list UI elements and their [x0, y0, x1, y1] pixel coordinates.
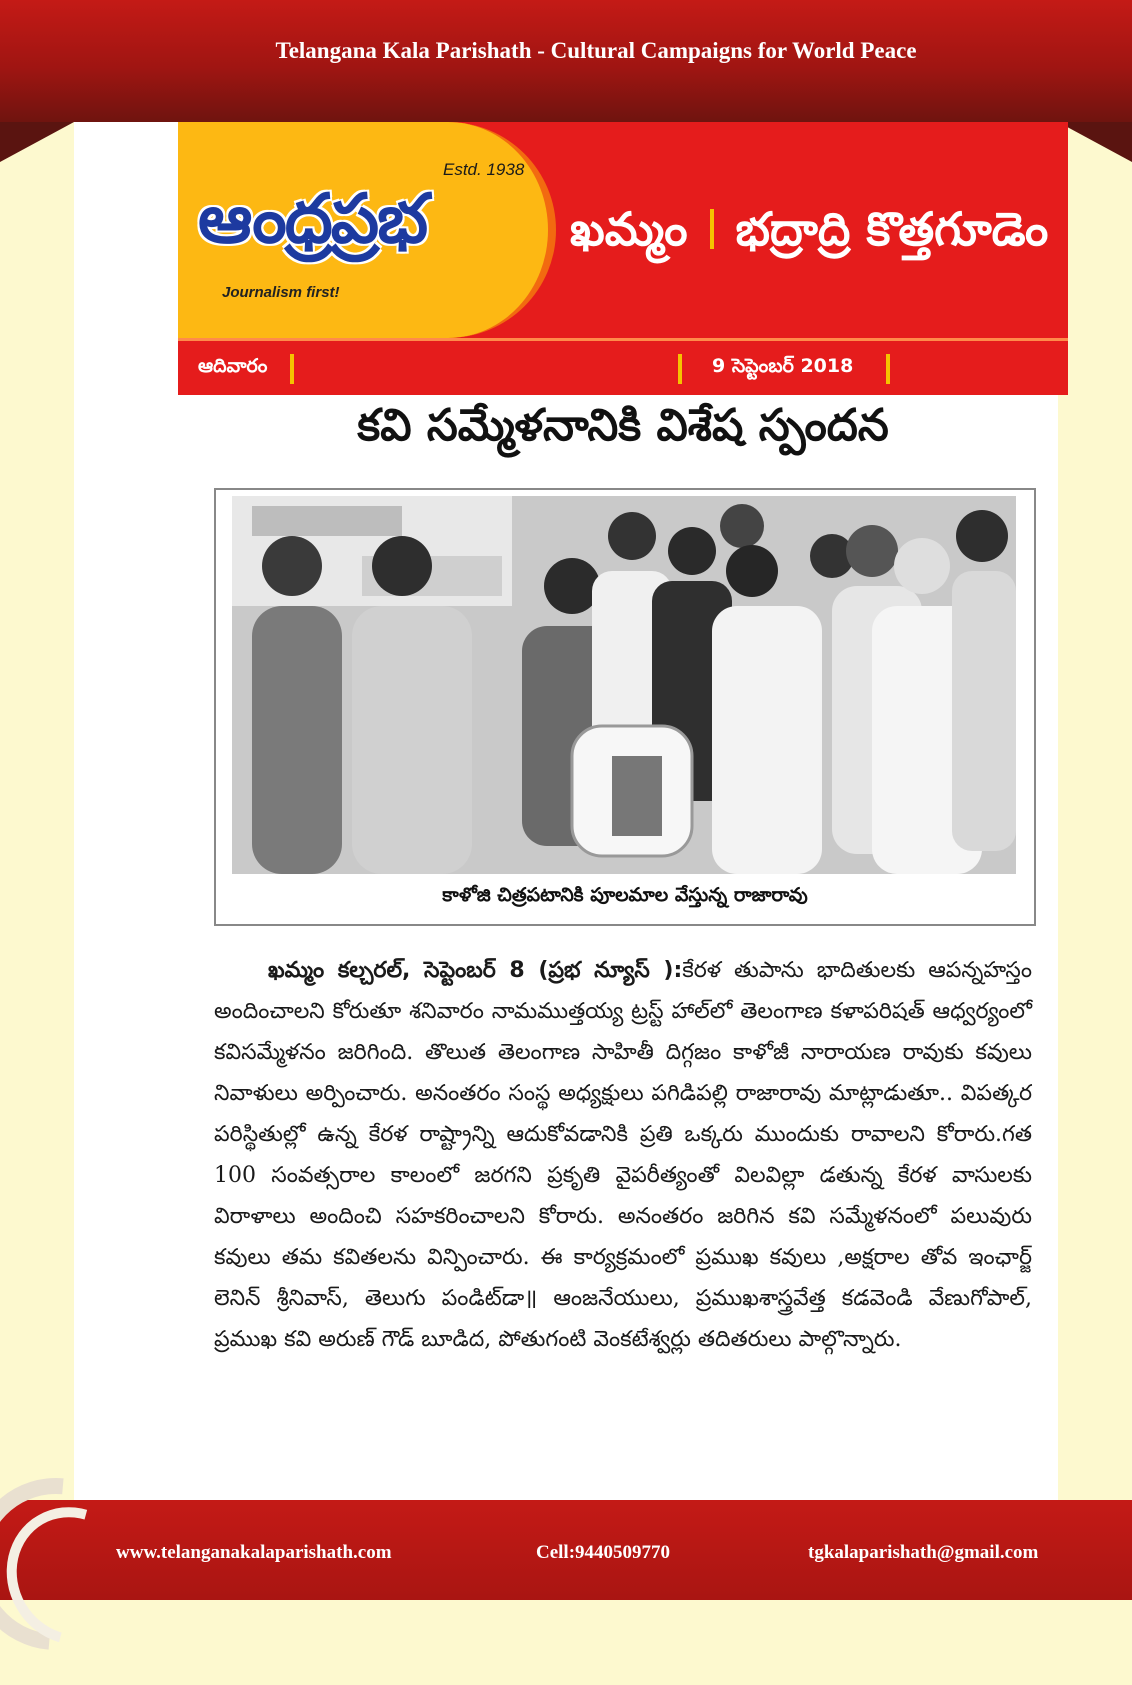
- edition-right: భద్రాద్రి కొత్తగూడెం: [735, 202, 1049, 256]
- footer-bar: [0, 1500, 1132, 1600]
- date-bar-divider: [886, 354, 890, 384]
- article-body: [214, 950, 1032, 1360]
- edition-left: ఖమ్మం: [570, 202, 688, 256]
- ribbon-fold-left: [0, 122, 74, 162]
- edition-names: [570, 202, 1048, 268]
- newspaper-clipping: [74, 122, 1058, 1502]
- top-banner: [0, 0, 1132, 122]
- date-bar-divider: [678, 354, 682, 384]
- date-bar: [178, 338, 1068, 395]
- footer-website-link[interactable]: www.telanganakalaparishath.com: [116, 1542, 392, 1563]
- footer-cell: Cell:9440509770: [536, 1542, 671, 1563]
- article-dateline: ఖమ్మం కల్చరల్, సెప్టెంబర్ 8 (ప్రభ న్యూస్ ):: [268, 958, 683, 983]
- date-label: 9 సెప్టెంబర్ 2018: [712, 355, 854, 377]
- logo-tagline: Journalism first!: [222, 284, 340, 301]
- estd-label: Estd. 1938: [443, 160, 525, 179]
- news-photo: [232, 496, 1016, 874]
- photo-caption: కాళోజి చిత్రపటానికి పూలమాల వేస్తున్న రాజారావు: [442, 884, 808, 906]
- banner-title: Telangana Kala Parishath - Cultural Campaigns for World Peace: [275, 38, 917, 63]
- newspaper-masthead: [178, 122, 1068, 392]
- news-photo-frame: [214, 488, 1036, 926]
- day-label: ఆదివారం: [198, 355, 268, 377]
- date-bar-divider: [290, 354, 294, 384]
- edition-separator: [710, 209, 714, 249]
- article-text: కేరళ తుపాను భాదితులకు ఆపన్నహస్తం అందించాలని కోరుతూ శనివారం నామముత్తయ్య ట్రస్ట్ హాల్‌లో తెలంగాణ కళాపరిషత్ ఆధ్వర్యంలో కవిసమ్మేళనం జరిగింది. తొలుత తెలంగాణ సాహితీ దిగ్గజం కాళోజీ నారాయణ రావుకు కవులు నివాళులు అర్పించారు. అనంతరం సంస్థ అధ్యక్షులు పగిడిపల్లి రాజారావు మాట్లాడుతూ.. విపత్కర పరిస్థితుల్లో ఉన్న కేరళ రాష్ట్రాన్ని ఆదుకోవడానికి ప్రతి ఒక్కరు ముందుకు రావాలని కోరారు.గత 100 సంవత్సరాల కాలంలో జరగని ప్రకృతి వైపరీత్యంతో విలవిల్లా డతున్న కేరళ వాసులకు విరాళాలు అందించి సహకరించాలని కోరారు. అనంతరం జరిగిన కవి సమ్మేళనంలో పలువురు కవులు తమ కవితలను విన్పించారు. ఈ కార్యక్రమంలో ప్రముఖ కవులు ,అక్షరాల తోవ ఇంఛార్జ్ లెనిన్ శ్రీనివాస్, తెలుగు పండిట్‌డా॥ ఆంజనేయులు, ప్రముఖశాస్త్రవేత్త కడవెండి వేణుగోపాల్, ప్రముఖ కవి అరుణ్ గౌడ్ బూడిద, పోతుగంటి వెంకటేశ్వర్లు తదితరులు పాల్గొన్నారు.: [214, 958, 1033, 1352]
- ribbon-fold-right: [1058, 122, 1132, 162]
- photo-illustration: [232, 496, 1016, 874]
- newspaper-logo: [178, 122, 556, 338]
- article-headline: కవి సమ్మేళనానికి విశేష స్పందన: [357, 400, 889, 451]
- footer-email-link[interactable]: tgkalaparishath@gmail.com: [808, 1542, 1039, 1563]
- logo-text: ఆంధ్రప్రభ: [198, 180, 427, 259]
